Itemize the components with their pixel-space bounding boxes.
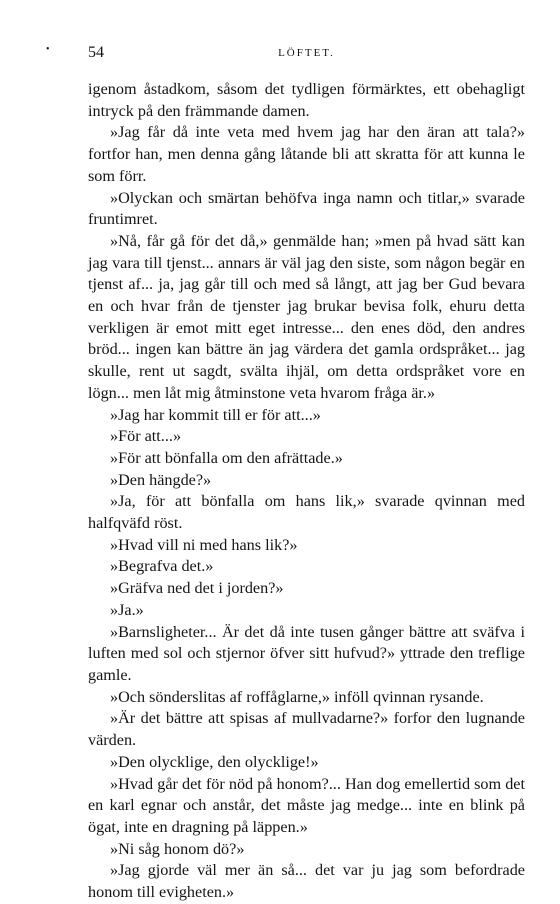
page-number: 54 [88,44,104,61]
paragraph: »Jag får då inte veta med hvem jag har den äran att tala?» fortfor han, men denna gång låtande bli att skratta för att kunna le som förr. [88,123,525,185]
paragraph: »Begrafva det.» [110,557,214,576]
paragraph: »Är det bättre att spisas af mullvadarne?» forfor den lugnande värden. [88,709,525,750]
paragraph: »Ja.» [110,600,144,619]
paragraph: »Gräfva ned det i jorden?» [110,579,284,598]
paragraph: »Ja, för att bönfalla om hans lik,» svarade qvinnan med halfqväfd röst. [88,492,525,533]
margin-mark: • [46,44,50,55]
paragraph: »För att bönfalla om den afrättade.» [110,448,343,467]
paragraph: »Hvad vill ni med hans lik?» [110,535,298,554]
paragraph: igenom åstadkom, såsom det tydligen förmärktes, ett obehagligt intryck på den främmande damen. [88,80,525,120]
page-body [88,79,525,904]
paragraph: »Den hängde?» [110,470,212,489]
paragraph: »Olyckan och smärtan behöfva inga namn och titlar,» svarade fruntimret. [88,188,525,229]
paragraph: »Ni såg honom dö?» [110,839,245,858]
paragraph: »Jag gjorde väl mer än så... det var ju jag som befordrade honom till evigheten.» [88,861,525,902]
paragraph: »Nå, får gå för det då,» genmälde han; »men på hvad sätt kan jag vara till tjenst... annars är väl jag den siste, som någon begär en tjenst af... ja, jag går till och med så långt, att jag ber Gud bevara en och hvar från de tjenster jag brukar bevisa folk, ehuru detta verkligen är emot mitt eget intresse... den enes död, den andres bröd... ingen kan bättre än jag värdera det gamla ordspråket... jag skulle, rent ut sagdt, svälta ihjäl, om detta ordspråket vore en lögn... men låt mig åtminstone veta hvarom fråga är.» [88,231,525,402]
paragraph: »Och sönderslitas af roffåglarne,» inföll qvinnan rysande. [110,687,484,706]
running-title: LÖFTET. [278,47,335,59]
paragraph: »Jag har kommit till er för att...» [110,405,321,424]
paragraph: »Hvad går det för nöd på honom?... Han dog emellertid som det en karl egnar och anstår, det måste jag medge... inte en blink på ögat, inte en dragning på läppen.» [88,774,525,836]
paragraph: »Den olycklige, den olycklige!» [110,752,319,771]
paragraph: »Barnsligheter... Är det då inte tusen gånger bättre att sväfva i luften med sol och stjernor öfver sitt hufvud?» yttrade den treflige gamle. [88,622,525,684]
page-header [88,44,525,66]
paragraph: »För att...» [110,427,182,446]
